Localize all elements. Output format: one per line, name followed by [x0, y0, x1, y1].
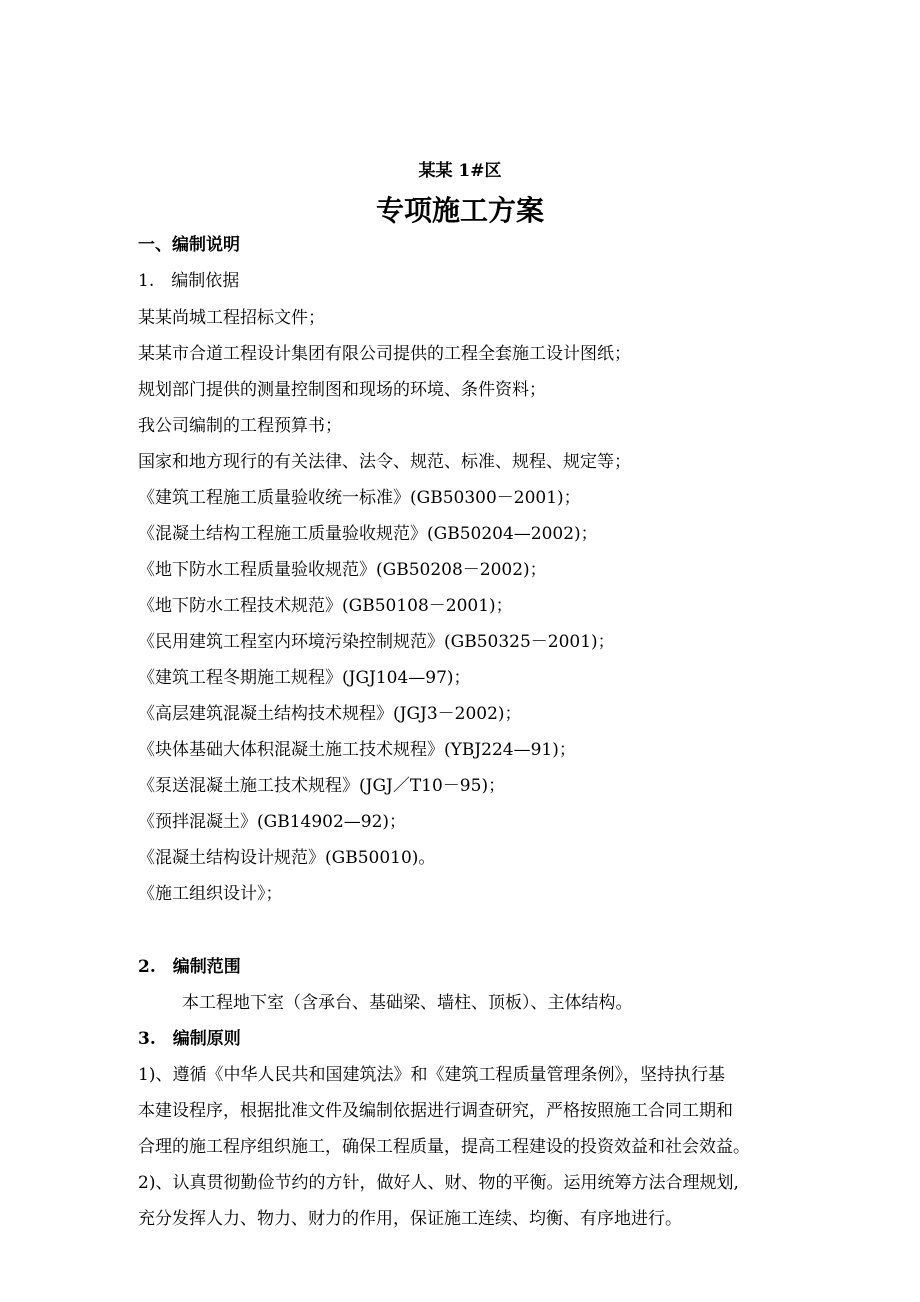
basis-line: 国家和地方现行的有关法律、法令、规范、标准、规程、规定等； — [138, 452, 631, 472]
principle2-line: 2)、认真贯彻勤俭节约的方针，做好人、财、物的平衡。运用统筹方法合理规划, — [138, 1173, 739, 1193]
section2-heading: 2. 编制范围 — [138, 957, 241, 977]
basis-line: 《预拌混凝土》(GB14902—92)； — [138, 812, 407, 832]
section3-heading: 3. 编制原则 — [138, 1029, 241, 1049]
section1-heading: 一、编制说明 — [138, 235, 240, 255]
basis-line: 某某市合道工程设计集团有限公司提供的工程全套施工设计图纸； — [138, 344, 631, 364]
principle1-line: 本建设程序，根据批准文件及编制依据进行调查研究，严格按照施工合同工期和 — [138, 1101, 733, 1121]
principle2-line: 充分发挥人力、物力、财力的作用，保证施工连续、均衡、有序地进行。 — [138, 1209, 682, 1229]
basis-line: 《泵送混凝土施工技术规程》(JGJ／T10－95)； — [138, 776, 506, 796]
basis-line: 《建筑工程施工质量验收统一标准》(GB50300－2001)； — [138, 488, 581, 508]
document-subtitle: 某某 1#区 — [418, 161, 502, 181]
basis-line: 《民用建筑工程室内环境污染控制规范》(GB50325－2001)； — [138, 632, 615, 652]
basis-line: 《混凝土结构设计规范》(GB50010)。 — [138, 848, 436, 868]
basis-line: 某某尚城工程招标文件； — [138, 308, 325, 328]
principle1-line: 合理的施工程序组织施工，确保工程质量，提高工程建设的投资效益和社会效益。 — [138, 1137, 750, 1157]
section2-text: 本工程地下室（含承台、基础梁、墙柱、顶板）、主体结构。 — [182, 993, 633, 1013]
section1-item1-label: 1. 编制依据 — [138, 271, 240, 291]
basis-line: 《建筑工程冬期施工规程》(JGJ104—97)； — [138, 668, 471, 688]
basis-line: 《地下防水工程质量验收规范》(GB50208－2002)； — [138, 560, 547, 580]
basis-line: 《施工组织设计》； — [138, 884, 283, 904]
basis-line: 我公司编制的工程预算书； — [138, 416, 342, 436]
basis-line: 《地下防水工程技术规范》(GB50108－2001)； — [138, 596, 513, 616]
principle1-line: 1)、遵循《中华人民共和国建筑法》和《建筑工程质量管理条例》，坚持执行基 — [138, 1065, 725, 1085]
basis-line: 《高层建筑混凝土结构技术规程》(JGJ3－2002)； — [138, 704, 522, 724]
document-title: 专项施工方案 — [375, 194, 544, 227]
basis-line: 《块体基础大体积混凝土施工技术规程》(YBJ224—91)； — [138, 740, 576, 760]
basis-line: 《混凝土结构工程施工质量验收规范》(GB50204—2002)； — [138, 524, 598, 544]
basis-line: 规划部门提供的测量控制图和现场的环境、条件资料； — [138, 380, 546, 400]
